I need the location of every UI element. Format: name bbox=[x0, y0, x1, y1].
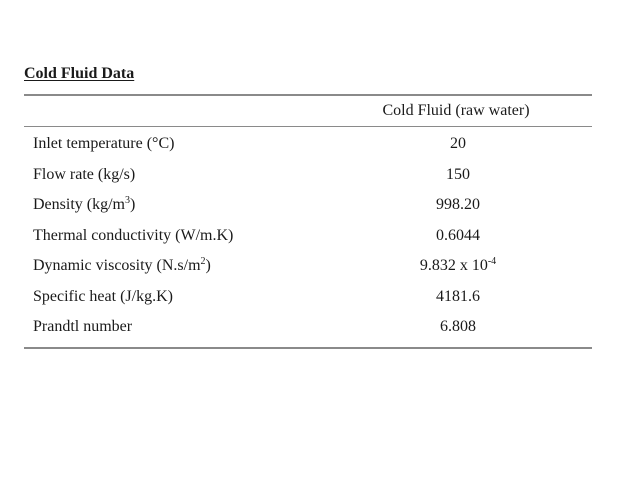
row-label-text: Density (kg/m bbox=[33, 196, 125, 214]
row-label bbox=[24, 257, 324, 275]
header-column-title: Cold Fluid (raw water) bbox=[382, 102, 530, 119]
table-row bbox=[24, 282, 592, 313]
row-value-mantissa: 9.832 x 10 bbox=[419, 257, 488, 275]
row-label-superscript: 2 bbox=[200, 256, 206, 268]
table-body bbox=[24, 127, 592, 347]
row-value: 20 bbox=[450, 135, 466, 153]
row-value: 6.808 bbox=[440, 318, 476, 336]
row-label: Thermal conductivity (W/m.K) bbox=[33, 226, 234, 244]
row-label: Specific heat (J/kg.K) bbox=[33, 287, 173, 305]
row-label: Inlet temperature (°C) bbox=[33, 135, 175, 153]
row-value bbox=[324, 257, 592, 275]
row-label bbox=[24, 196, 324, 214]
table-row bbox=[24, 312, 592, 343]
table-header-row bbox=[24, 96, 592, 126]
row-label: Flow rate (kg/s) bbox=[33, 165, 136, 183]
cold-fluid-data-table bbox=[24, 94, 592, 349]
row-label-superscript: 3 bbox=[125, 195, 130, 207]
row-value-exponent: -4 bbox=[487, 256, 497, 268]
table-row bbox=[24, 129, 592, 160]
row-label: Prandtl number bbox=[33, 318, 133, 336]
row-value: 0.6044 bbox=[436, 226, 480, 244]
table-row bbox=[24, 190, 592, 221]
table-bottom-rule bbox=[24, 347, 592, 349]
row-value: 998.20 bbox=[436, 196, 480, 214]
table-row bbox=[24, 221, 592, 252]
row-label-text: Dynamic viscosity (N.s/m bbox=[33, 257, 201, 275]
row-label-close: ) bbox=[205, 257, 211, 275]
table-row bbox=[24, 251, 592, 282]
row-value: 150 bbox=[446, 165, 470, 183]
row-label-close: ) bbox=[130, 196, 136, 214]
row-value: 4181.6 bbox=[436, 287, 480, 305]
table-title: Cold Fluid Data bbox=[24, 65, 135, 82]
table-row bbox=[24, 160, 592, 191]
